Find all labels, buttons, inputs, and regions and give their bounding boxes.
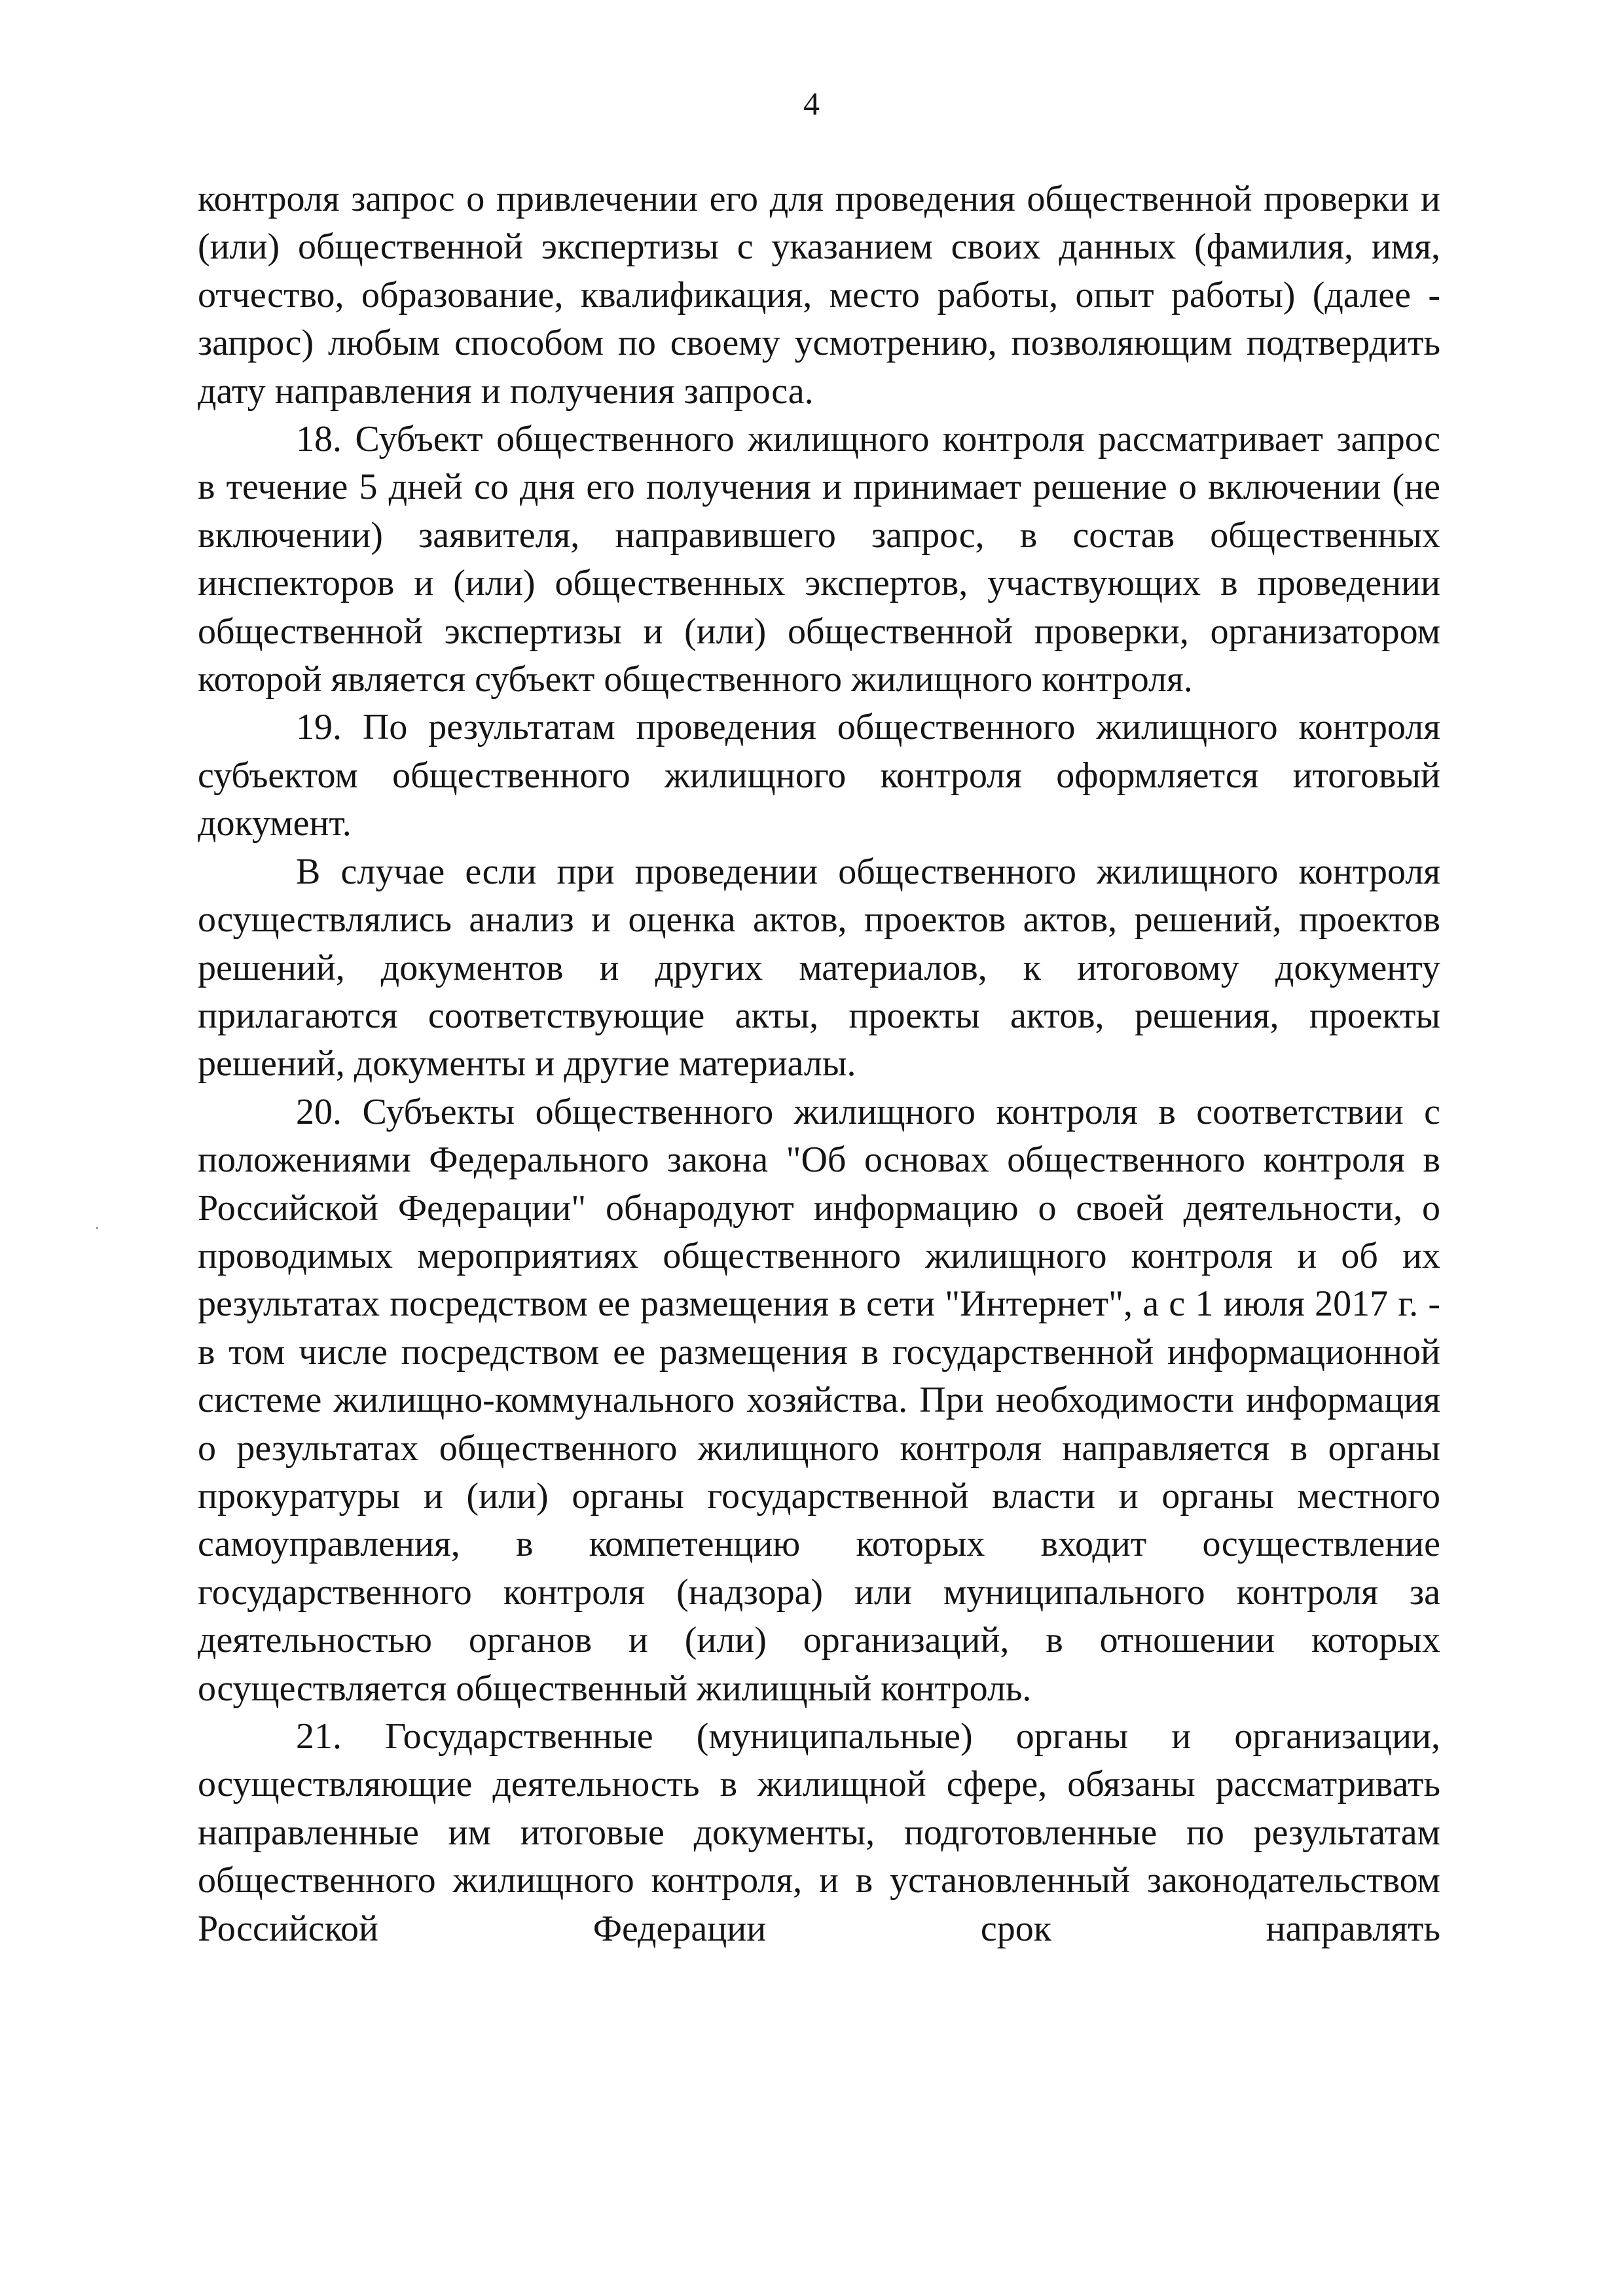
paragraph-19-attachments: В случае если при проведении общественного жилищного контроля осуществлялись анализ и оценка актов, проектов актов, решений, проектов решений, документов и других материалов, к итоговому документу прилагаются соответствующие акты, проекты актов, решения, проекты решений, документы и другие материалы. <box>198 851 1440 1085</box>
paragraph-continuation: контроля запрос о привлечении его для проведения общественной проверки и (или) общественной экспертизы с указанием своих данных (фамилия, имя, отчество, образование, квалификация, место работы, опыт работы) (далее - запрос) любым способом по своему усмотрению, позволяющим подтвердить дату направления и получения запроса. <box>198 179 1440 412</box>
paragraph-20: 20. Субъекты общественного жилищного контроля в соответствии с положениями Федерального закона "Об основах общественного контроля в Российской Федерации" обнародуют информацию о своей деятельности, о проводимых мероприятиях общественного жилищного контроля и об их результатах посредством ее размещения в сети "Интернет", а с 1 июля 2017 г. - в том числе посредством ее размещения в государственной информационной системе жилищно-коммунального хозяйства. При необходимости информация о результатах общественного жилищного контроля направляется в органы прокуратуры и (или) органы государственной власти и органы местного самоуправления, в компетенцию которых входит осуществление государственного контроля (надзора) или муниципального контроля за деятельностью органов и (или) организаций, в отношении которых осуществляется общественный жилищный контроль. <box>198 1091 1440 1709</box>
scan-speck <box>96 1227 98 1229</box>
document-body <box>198 175 1440 1953</box>
paragraph-19: 19. По результатам проведения общественного жилищного контроля субъектом общественного жилищного контроля оформляется итоговый документ. <box>198 707 1440 844</box>
paragraph-18: 18. Субъект общественного жилищного контроля рассматривает запрос в течение 5 дней со дня его получения и принимает решение о включении (не включении) заявителя, направившего запрос, в состав общественных инспекторов и (или) общественных экспертов, участвующих в проведении общественной экспертизы и (или) общественной проверки, организатором которой является субъект общественного жилищного контроля. <box>198 419 1440 700</box>
page-number: 4 <box>803 85 820 122</box>
paragraph-21: 21. Государственные (муниципальные) органы и организации, осуществляющие деятельность в жилищной сфере, обязаны рассматривать направленные им итоговые документы, подготовленные по результатам общественного жилищного контроля, и в установленный законодательством Российской Федерации срок направлять <box>198 1716 1440 1949</box>
